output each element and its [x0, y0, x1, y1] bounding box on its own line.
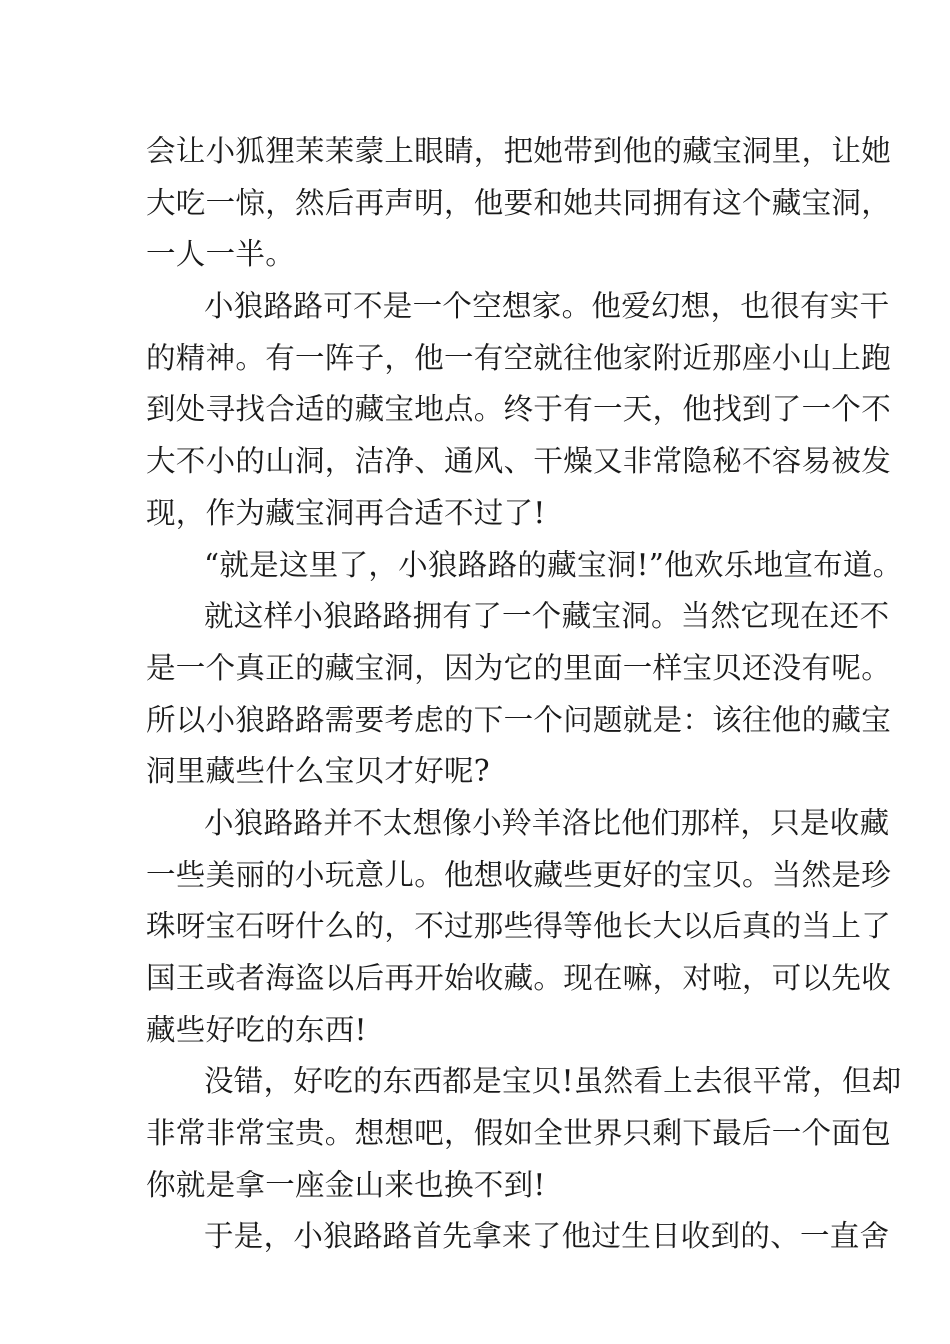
text-line: 的精神。有一阵子，他一有空就往他家附近那座小山上跑: [146, 340, 892, 375]
text-line: 小狼路路并不太想像小羚羊洛比他们那样，只是收藏: [204, 805, 890, 840]
text-line: 就这样小狼路路拥有了一个藏宝洞。当然它现在还不: [204, 599, 890, 634]
text-line: 珠呀宝石呀什么的，不过那些得等他长大以后真的当上了: [146, 909, 892, 944]
text-line: 一些美丽的小玩意儿。他想收藏些更好的宝贝。当然是珍: [146, 857, 892, 892]
text-line: 你就是拿一座金山来也换不到!: [146, 1167, 546, 1202]
text-line: 大吃一惊，然后再声明，他要和她共同拥有这个藏宝洞，: [146, 185, 892, 220]
text-line: 于是，小狼路路首先拿来了他过生日收到的、一直舍: [204, 1219, 890, 1254]
text-line: 藏些好吃的东西!: [146, 1012, 367, 1047]
text-line: 没错，好吃的东西都是宝贝!虽然看上去很平常，但却: [204, 1064, 902, 1099]
text-line: 一人一半。: [146, 237, 296, 272]
text-line: 会让小狐狸茉茉蒙上眼睛，把她带到他的藏宝洞里，让她: [146, 134, 892, 168]
text-line: 大不小的山洞，洁净、通风、干燥又非常隐秘不容易被发: [146, 444, 892, 479]
text-line: 洞里藏些什么宝贝才好呢?: [146, 754, 490, 789]
text-line: 国王或者海盗以后再开始收藏。现在嘛，对啦，可以先收: [146, 961, 892, 995]
text-line: 所以小狼路路需要考虑的下一个问题就是：该往他的藏宝: [146, 702, 892, 737]
story-text: [146, 126, 903, 1263]
text-line: 是一个真正的藏宝洞，因为它的里面一样宝贝还没有呢。: [146, 650, 892, 685]
text-line: 小狼路路可不是一个空想家。他爱幻想，也很有实干: [204, 289, 890, 324]
text-line: 非常非常宝贵。想想吧，假如全世界只剩下最后一个面包: [146, 1116, 892, 1151]
text-line: 到处寻找合适的藏宝地点。终于有一天，他找到了一个不: [146, 392, 892, 427]
text-line: 现，作为藏宝洞再合适不过了!: [146, 495, 546, 530]
text-line: “就是这里了，小狼路路的藏宝洞!”他欢乐地宣布道。: [204, 547, 903, 582]
